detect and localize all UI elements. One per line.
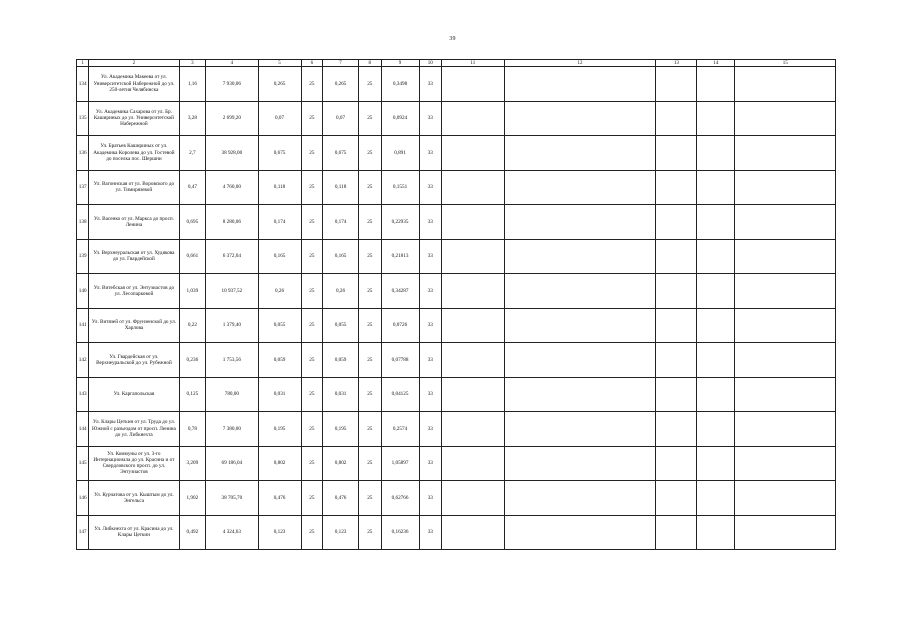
column-header-9: 9 [381,60,419,67]
value-cell-c3: 0,236 [179,343,206,378]
empty-cell-11 [442,67,505,102]
table-row [77,136,836,171]
value-cell-c4: 38 928,00 [206,136,258,171]
empty-cell-12 [504,446,656,481]
column-header-1: 1 [77,60,89,67]
value-cell-c10: 33 [419,446,442,481]
empty-cell-15 [735,343,836,378]
value-cell-c5: 0,476 [258,481,301,516]
value-cell-c8: 25 [359,67,382,102]
empty-cell-15 [735,67,836,102]
value-cell-c8: 25 [359,205,382,240]
empty-cell-15 [735,481,836,516]
value-cell-c6: 25 [301,239,323,274]
table-header [77,60,836,67]
street-name-cell: Ул. Клары Цеткин от ул. Труда до ул. Южной с разъездом от просп. Ленина до ул. Либкнехта [89,412,179,447]
value-cell-c7: 0,031 [323,377,359,412]
value-cell-c9: 0,2574 [381,412,419,447]
value-cell-c3: 3,28 [179,101,206,136]
value-cell-c10: 33 [419,136,442,171]
empty-cell-14 [697,67,735,102]
empty-cell-13 [656,515,697,550]
empty-cell-12 [504,308,656,343]
value-cell-c4: 1 379,40 [206,308,258,343]
value-cell-c5: 0,165 [258,239,301,274]
empty-cell-12 [504,515,656,550]
empty-cell-15 [735,377,836,412]
empty-cell-11 [442,274,505,309]
value-cell-c10: 33 [419,205,442,240]
value-cell-c5: 0,118 [258,170,301,205]
empty-cell-11 [442,343,505,378]
value-cell-c7: 0,265 [323,67,359,102]
empty-cell-15 [735,274,836,309]
street-name-cell: Ул. Вагоннская от ул. Воровского до ул. Тимирязевой [89,170,179,205]
value-cell-c7: 0,059 [323,343,359,378]
column-header-8: 8 [359,60,382,67]
value-cell-c7: 0,26 [323,274,359,309]
value-cell-c4: 8 280,06 [206,205,258,240]
empty-cell-15 [735,205,836,240]
empty-cell-14 [697,481,735,516]
value-cell-c6: 25 [301,446,323,481]
value-cell-c10: 33 [419,481,442,516]
column-header-11: 11 [442,60,505,67]
empty-cell-13 [656,343,697,378]
value-cell-c5: 0,07 [258,101,301,136]
empty-cell-14 [697,377,735,412]
value-cell-c10: 33 [419,170,442,205]
table-row [77,377,836,412]
empty-cell-13 [656,101,697,136]
empty-cell-11 [442,136,505,171]
table-row [77,481,836,516]
row-number-cell: 139 [77,239,89,274]
value-cell-c9: 0,16236 [381,515,419,550]
empty-cell-14 [697,274,735,309]
empty-cell-13 [656,239,697,274]
value-cell-c10: 33 [419,274,442,309]
value-cell-c6: 25 [301,205,323,240]
value-cell-c7: 0,802 [323,446,359,481]
value-cell-c5: 0,059 [258,343,301,378]
row-number-cell: 141 [77,308,89,343]
value-cell-c3: 1,902 [179,481,206,516]
value-cell-c10: 33 [419,377,442,412]
value-cell-c8: 25 [359,101,382,136]
value-cell-c5: 0,031 [258,377,301,412]
empty-cell-11 [442,515,505,550]
street-name-cell: Ул. Гвардейская от ул. Верхнеуральской до ул. Рубежной [89,343,179,378]
value-cell-c10: 33 [419,67,442,102]
value-cell-c9: 0,34287 [381,274,419,309]
value-cell-c3: 0,22 [179,308,206,343]
street-name-cell: Ул. Васенко от ул. Маркса до просп. Ленина [89,205,179,240]
street-name-cell: Ул. Братьев Кашириных от ул. Академика Королева до ул. Гостевой до поселка пос. Шершни [89,136,179,171]
street-name-cell: Ул. Витязей от ул. Фрунзенской до ул. Харлова [89,308,179,343]
empty-cell-12 [504,343,656,378]
value-cell-c6: 25 [301,308,323,343]
value-cell-c7: 0,476 [323,481,359,516]
empty-cell-12 [504,136,656,171]
value-cell-c6: 25 [301,274,323,309]
value-cell-c4: 38 705,70 [206,481,258,516]
value-cell-c4: 1 753,56 [206,343,258,378]
column-header-5: 5 [258,60,301,67]
empty-cell-12 [504,101,656,136]
empty-cell-14 [697,170,735,205]
empty-cell-14 [697,446,735,481]
column-header-10: 10 [419,60,442,67]
value-cell-c8: 25 [359,343,382,378]
value-cell-c9: 0,07788 [381,343,419,378]
empty-cell-13 [656,308,697,343]
empty-cell-13 [656,412,697,447]
value-cell-c5: 0,174 [258,205,301,240]
row-number-cell: 143 [77,377,89,412]
value-cell-c8: 25 [359,136,382,171]
empty-cell-12 [504,239,656,274]
empty-cell-14 [697,412,735,447]
value-cell-c6: 25 [301,377,323,412]
value-cell-c8: 25 [359,239,382,274]
column-header-13: 13 [656,60,697,67]
empty-cell-14 [697,343,735,378]
row-number-cell: 142 [77,343,89,378]
street-name-cell: Ул. Либкнехта от ул. Красина до ул. Клары Цеткин [89,515,179,550]
value-cell-c8: 25 [359,412,382,447]
empty-cell-12 [504,205,656,240]
table-row [77,239,836,274]
street-name-cell: Ул. Академика Макеева от ул. Университетской Набережной до ул. 250-летия Челябинска [89,67,179,102]
empty-cell-12 [504,170,656,205]
table-row [77,308,836,343]
empty-cell-13 [656,446,697,481]
row-number-cell: 136 [77,136,89,171]
value-cell-c9: 0,0726 [381,308,419,343]
empty-cell-12 [504,481,656,516]
street-name-cell: Ул. Каргапольская [89,377,179,412]
row-number-cell: 134 [77,67,89,102]
value-cell-c8: 25 [359,481,382,516]
empty-cell-11 [442,308,505,343]
value-cell-c9: 0,21813 [381,239,419,274]
street-name-cell: Ул. Академика Сахарова от ул. Бр. Кашириных до ул. Университетской Набережной [89,101,179,136]
column-header-3: 3 [179,60,206,67]
row-number-cell: 135 [77,101,89,136]
value-cell-c4: 780,00 [206,377,258,412]
street-name-cell: Ул. Витебская от ул. Энтузиастов до ул. Лесопарковой [89,274,179,309]
value-cell-c6: 25 [301,67,323,102]
value-cell-c6: 25 [301,481,323,516]
empty-cell-15 [735,446,836,481]
row-number-cell: 144 [77,412,89,447]
value-cell-c7: 0,195 [323,412,359,447]
row-number-cell: 140 [77,274,89,309]
row-number-cell: 137 [77,170,89,205]
column-header-7: 7 [323,60,359,67]
value-cell-c5: 0,675 [258,136,301,171]
empty-cell-13 [656,67,697,102]
value-cell-c5: 0,055 [258,308,301,343]
empty-cell-15 [735,136,836,171]
empty-cell-14 [697,308,735,343]
value-cell-c10: 33 [419,412,442,447]
empty-cell-15 [735,515,836,550]
value-cell-c5: 0,123 [258,515,301,550]
value-cell-c6: 25 [301,515,323,550]
empty-cell-15 [735,170,836,205]
value-cell-c8: 25 [359,377,382,412]
value-cell-c7: 0,07 [323,101,359,136]
column-header-15: 15 [735,60,836,67]
value-cell-c6: 25 [301,170,323,205]
value-cell-c4: 69 186,04 [206,446,258,481]
table-row [77,515,836,550]
value-cell-c7: 0,675 [323,136,359,171]
header-row [77,60,836,67]
empty-cell-14 [697,136,735,171]
row-number-cell: 147 [77,515,89,550]
value-cell-c6: 25 [301,101,323,136]
empty-cell-13 [656,377,697,412]
empty-cell-11 [442,239,505,274]
empty-cell-15 [735,101,836,136]
empty-cell-15 [735,412,836,447]
value-cell-c3: 0,47 [179,170,206,205]
empty-cell-13 [656,170,697,205]
value-cell-c10: 33 [419,308,442,343]
value-cell-c8: 25 [359,170,382,205]
empty-cell-11 [442,170,505,205]
value-cell-c5: 0,265 [258,67,301,102]
value-cell-c6: 25 [301,412,323,447]
empty-cell-13 [656,136,697,171]
value-cell-c8: 25 [359,308,382,343]
empty-cell-12 [504,67,656,102]
value-cell-c3: 0,492 [179,515,206,550]
value-cell-c7: 0,174 [323,205,359,240]
table-body [77,67,836,550]
empty-cell-11 [442,101,505,136]
value-cell-c4: 7 930,06 [206,67,258,102]
value-cell-c8: 25 [359,515,382,550]
value-cell-c3: 3,209 [179,446,206,481]
value-cell-c4: 7 380,00 [206,412,258,447]
empty-cell-13 [656,205,697,240]
empty-cell-13 [656,481,697,516]
table-row [77,274,836,309]
value-cell-c3: 0,125 [179,377,206,412]
row-number-cell: 146 [77,481,89,516]
column-header-14: 14 [697,60,735,67]
empty-cell-14 [697,205,735,240]
empty-cell-14 [697,101,735,136]
street-name-cell: Ул. Верхнеуральская от ул. Худякова до ул. Гвардейской [89,239,179,274]
value-cell-c6: 25 [301,136,323,171]
value-cell-c10: 33 [419,515,442,550]
value-cell-c7: 0,165 [323,239,359,274]
table-row [77,101,836,136]
table-row [77,446,836,481]
street-name-cell: Ул. Коммуны от ул. 3-го Интернационала до ул. Красина и от Свердловского просп. до ул. Энтузиастов [89,446,179,481]
table-row [77,170,836,205]
column-header-2: 2 [89,60,179,67]
empty-cell-13 [656,274,697,309]
empty-cell-14 [697,515,735,550]
value-cell-c9: 0,891 [381,136,419,171]
street-name-cell: Ул. Курчатова от ул. Кыштым до ул. Энгельса [89,481,179,516]
empty-cell-11 [442,205,505,240]
empty-cell-11 [442,446,505,481]
empty-cell-11 [442,481,505,516]
empty-cell-12 [504,377,656,412]
value-cell-c6: 25 [301,343,323,378]
value-cell-c3: 1,16 [179,67,206,102]
column-header-4: 4 [206,60,258,67]
value-cell-c10: 33 [419,239,442,274]
value-cell-c9: 0,1551 [381,170,419,205]
value-cell-c7: 0,118 [323,170,359,205]
value-cell-c8: 25 [359,446,382,481]
column-header-6: 6 [301,60,323,67]
value-cell-c4: 4 324,63 [206,515,258,550]
value-cell-c9: 0,22935 [381,205,419,240]
table-row [77,412,836,447]
value-cell-c5: 0,195 [258,412,301,447]
value-cell-c4: 2 699,20 [206,101,258,136]
value-cell-c10: 33 [419,101,442,136]
value-cell-c5: 0,26 [258,274,301,309]
table-row [77,67,836,102]
empty-cell-15 [735,239,836,274]
data-table [76,59,836,550]
empty-cell-11 [442,377,505,412]
value-cell-c4: 10 937,52 [206,274,258,309]
value-cell-c3: 0,78 [179,412,206,447]
value-cell-c3: 0,695 [179,205,206,240]
page-number: 39 [449,36,456,42]
value-cell-c4: 6 372,04 [206,239,258,274]
value-cell-c4: 4 760,00 [206,170,258,205]
value-cell-c9: 0,04125 [381,377,419,412]
empty-cell-15 [735,308,836,343]
value-cell-c3: 2,7 [179,136,206,171]
row-number-cell: 145 [77,446,89,481]
empty-cell-14 [697,239,735,274]
value-cell-c3: 1,039 [179,274,206,309]
value-cell-c9: 1,05897 [381,446,419,481]
value-cell-c5: 0,802 [258,446,301,481]
column-header-12: 12 [504,60,656,67]
value-cell-c9: 0,62766 [381,481,419,516]
value-cell-c9: 0,3498 [381,67,419,102]
empty-cell-12 [504,274,656,309]
value-cell-c8: 25 [359,274,382,309]
empty-cell-12 [504,412,656,447]
value-cell-c7: 0,055 [323,308,359,343]
value-cell-c3: 0,661 [179,239,206,274]
value-cell-c7: 0,123 [323,515,359,550]
empty-cell-11 [442,412,505,447]
table-row [77,343,836,378]
value-cell-c9: 0,0924 [381,101,419,136]
value-cell-c10: 33 [419,343,442,378]
row-number-cell: 138 [77,205,89,240]
table-row [77,205,836,240]
